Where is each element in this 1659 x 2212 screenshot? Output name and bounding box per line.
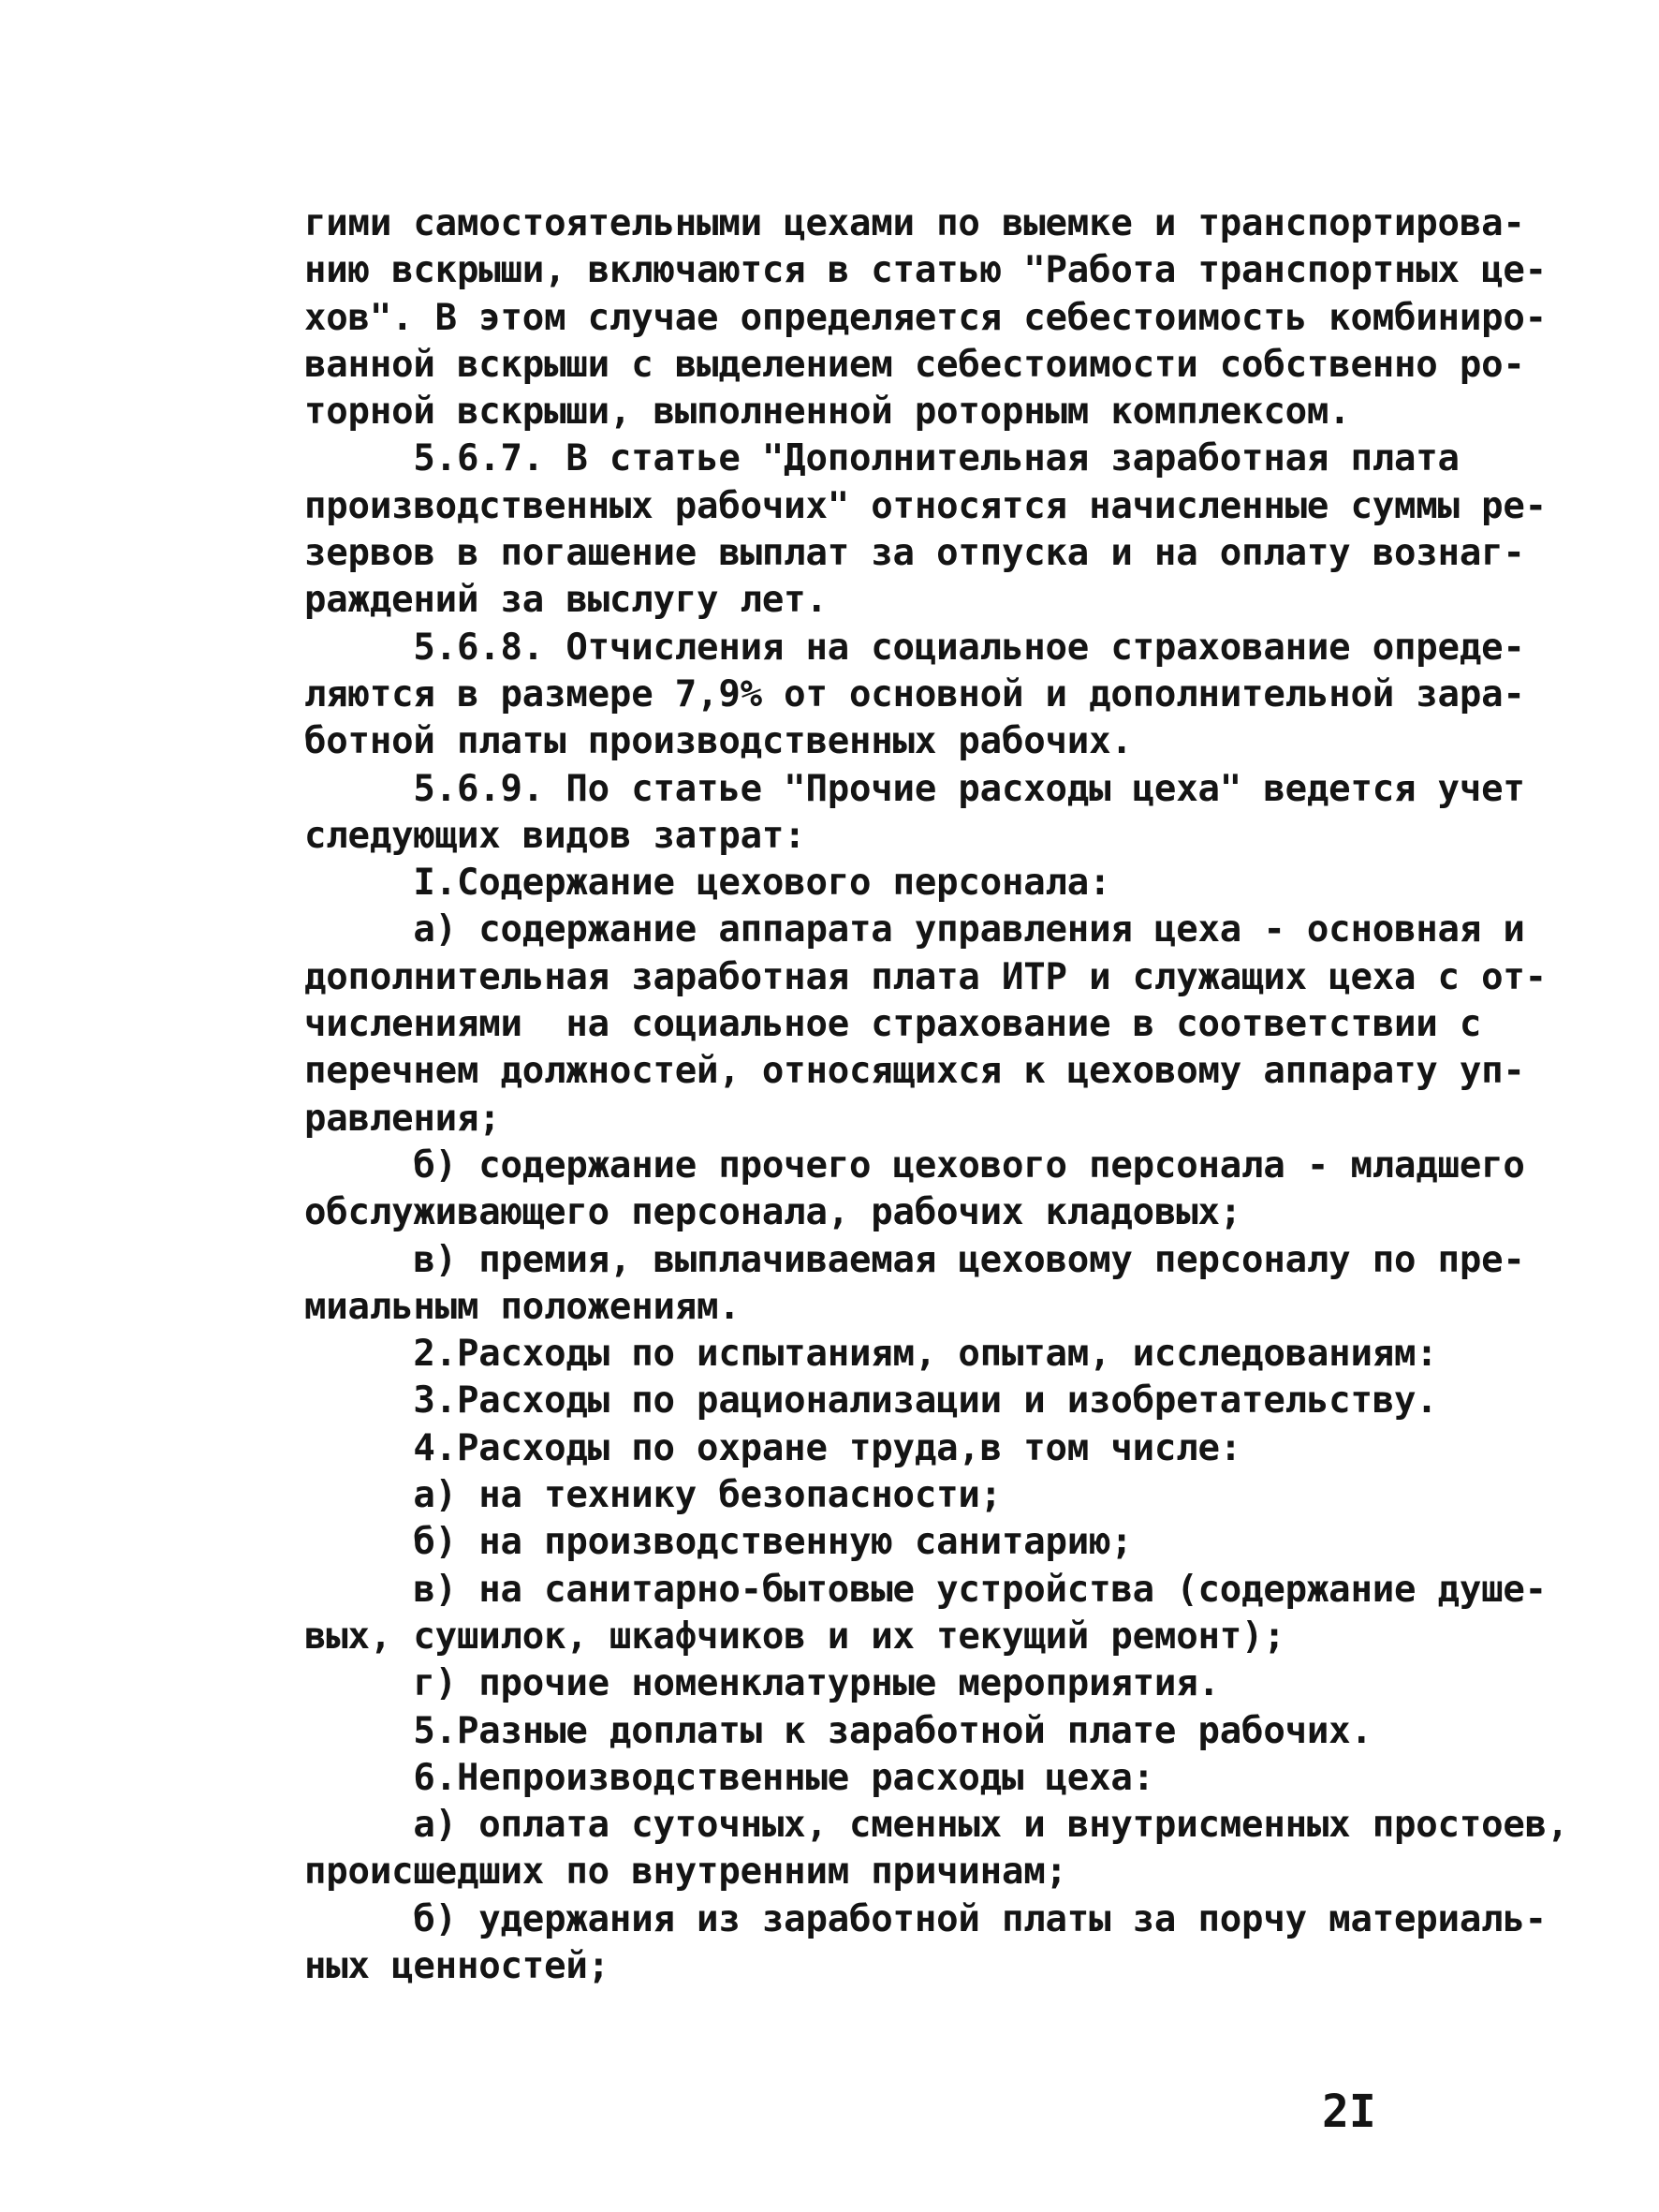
section-5-6-8-heading-line: 5.6.8. Отчисления на социальное страхование опреде- — [304, 626, 1525, 669]
text-line: миальным положениям. — [304, 1285, 741, 1328]
text-line: торной вскрыши, выполненной роторным комплексом. — [304, 391, 1351, 434]
text-line: числениями на социальное страхование в соответствии с — [304, 1003, 1482, 1046]
text-line: ботной платы производственных рабочих. — [304, 720, 1133, 763]
section-5-6-7-heading-line: 5.6.7. В статье "Дополнительная заработная плата — [304, 437, 1460, 480]
list-subitem-b: б) удержания из заработной платы за порчу материаль- — [304, 1897, 1547, 1940]
list-item-5: 5.Разные доплаты к заработной плате рабочих. — [304, 1709, 1373, 1752]
text-line: хов". В этом случае определяется себестоимость комбиниро- — [304, 296, 1547, 339]
list-subitem-g: г) прочие номенклатурные мероприятия. — [304, 1662, 1220, 1705]
text-line: раждений за выслугу лет. — [304, 579, 828, 622]
list-item-4: 4.Расходы по охране труда,в том числе: — [304, 1426, 1242, 1469]
list-item-2: 2.Расходы по испытаниям, опытам, исследованиям: — [304, 1333, 1438, 1376]
text-line: обслуживающего персонала, рабочих кладовых; — [304, 1191, 1242, 1234]
list-subitem-b: б) на производственную санитарию; — [304, 1521, 1133, 1564]
list-item-3: 3.Расходы по рационализации и изобретательству. — [304, 1379, 1438, 1423]
text-line: гими самостоятельными цехами по выемке и транспортирова- — [304, 202, 1525, 244]
list-item-6: 6.Непроизводственные расходы цеха: — [304, 1756, 1154, 1799]
text-line: ванной вскрыши с выделением себестоимости собственно ро- — [304, 343, 1525, 386]
page-number: 2I — [1322, 2086, 1376, 2138]
body-text — [304, 200, 1569, 1990]
text-line: происшедших по внутренним причинам; — [304, 1851, 1067, 1894]
text-line: производственных рабочих" относятся начисленные суммы ре- — [304, 484, 1547, 527]
list-subitem-v: в) на санитарно-бытовые устройства (содержание душе- — [304, 1568, 1547, 1611]
list-item-1: I.Содержание цехового персонала: — [304, 862, 1111, 905]
list-subitem-a: а) содержание аппарата управления цеха - основная и — [304, 908, 1525, 951]
text-line: вых, сушилок, шкафчиков и их текущий ремонт); — [304, 1615, 1285, 1658]
list-subitem-a: а) на технику безопасности; — [304, 1474, 1002, 1517]
text-line: дополнительная заработная плата ИТР и служащих цеха с от- — [304, 955, 1547, 998]
section-5-6-9-heading-line: 5.6.9. По статье "Прочие расходы цеха" ведется учет — [304, 767, 1525, 810]
text-line: перечнем должностей, относящихся к цеховому аппарату уп- — [304, 1050, 1525, 1093]
text-line: равления; — [304, 1097, 501, 1140]
text-line: ляются в размере 7,9% от основной и дополнительной зара- — [304, 672, 1525, 715]
list-subitem-v: в) премия, выплачиваемая цеховому персоналу по пре- — [304, 1238, 1525, 1281]
list-subitem-b: б) содержание прочего цехового персонала - младшего — [304, 1143, 1525, 1187]
text-line: нию вскрыши, включаются в статью "Работа транспортных це- — [304, 249, 1547, 292]
list-subitem-a: а) оплата суточных, сменных и внутрисменных простоев, — [304, 1804, 1569, 1847]
text-line: следующих видов затрат: — [304, 814, 806, 857]
text-line: ных ценностей; — [304, 1944, 609, 1987]
text-line: зервов в погашение выплат за отпуска и на оплату вознаг- — [304, 532, 1525, 575]
